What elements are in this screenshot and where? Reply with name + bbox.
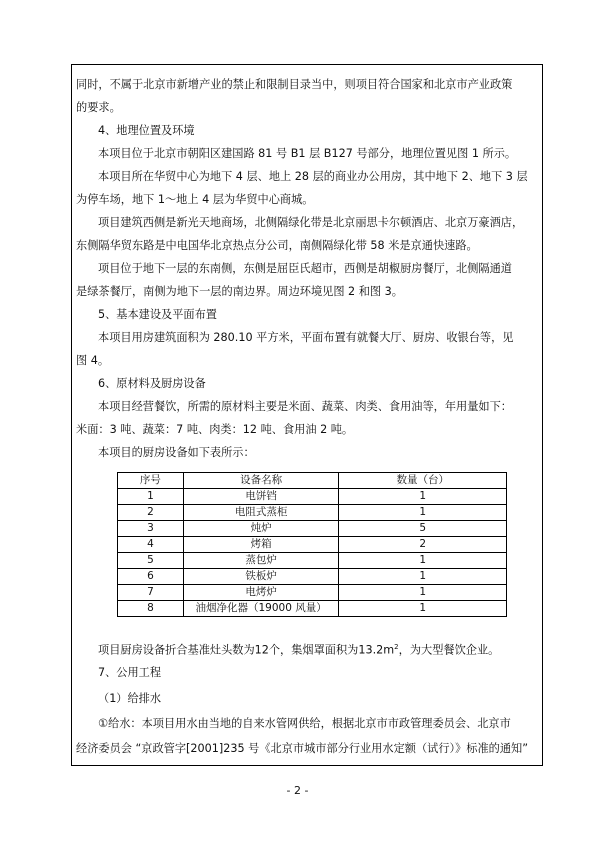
- table-row: [118, 569, 507, 585]
- table-row: [118, 505, 507, 521]
- cell-index: 2: [118, 505, 184, 521]
- paragraph-line: 项目建筑西侧是新光天地商场，北侧隔绿化带是北京丽思卡尔顿酒店、北京万豪酒店，: [98, 216, 524, 229]
- cell-quantity: 5: [339, 521, 507, 537]
- paragraph-line: 本项目所在华贸中心为地下 4 层、地上 28 层的商业办公用房，其中地下 2、地下 3 层: [98, 170, 528, 183]
- paragraph-line: 是绿茶餐厅，南侧为地下一层的南边界。周边环境见图 2 和图 3。: [76, 285, 403, 298]
- cell-index: 1: [118, 489, 184, 505]
- cell-equipment-name: 蒸包炉: [183, 553, 339, 569]
- cell-equipment-name: 铁板炉: [183, 569, 339, 585]
- page-number: - 2 -: [286, 784, 309, 797]
- cell-equipment-name: 烤箱: [183, 537, 339, 553]
- header-equipment-name: 设备名称: [183, 473, 339, 489]
- section-heading: 5、基本建设及平面布置: [98, 308, 217, 321]
- paragraph-line: 项目位于地下一层的东南侧，东侧是屈臣氏超市，西侧是胡椒厨房餐厅，北侧隔通道: [98, 262, 512, 275]
- table-header-row: [118, 473, 507, 489]
- subsection-heading: （1）给排水: [98, 692, 162, 705]
- summary-text-end: ，为大型餐饮企业。: [398, 643, 500, 657]
- cell-equipment-name: 电饼铛: [183, 489, 339, 505]
- paragraph-line: ①给水：本项目用水由当地的自来水管网供给，根据北京市市政管理委员会、北京市: [98, 717, 511, 730]
- paragraph-line: 本项目的厨房设备如下表所示：: [98, 446, 255, 459]
- cell-index: 4: [118, 537, 184, 553]
- cell-quantity: 1: [339, 601, 507, 617]
- summary-line: [98, 640, 499, 658]
- table-row: [118, 521, 507, 537]
- paragraph-line: 东侧隔华贸东路是中电国华北京热点分公司，南侧隔绿化带 58 米是京通快速路。: [76, 239, 478, 252]
- paragraph-line: 经济委员会 “京政管字[2001]235 号《北京市城市部分行业用水定额（试行）》标准的通知”: [76, 742, 529, 755]
- paragraph-line: 图 4。: [76, 354, 110, 367]
- cell-equipment-name: 电烤炉: [183, 585, 339, 601]
- paragraph-line: 为停车场，地下 1～地上 4 层为华贸中心商城。: [76, 193, 314, 206]
- cell-index: 5: [118, 553, 184, 569]
- cell-quantity: 1: [339, 505, 507, 521]
- section-heading: 4、地理位置及环境: [98, 124, 195, 137]
- paragraph-line: 的要求。: [76, 101, 121, 114]
- cell-quantity: 1: [339, 569, 507, 585]
- table-row: [118, 601, 507, 617]
- paragraph-line: 本项目位于北京市朝阳区建国路 81 号 B1 层 B127 号部分，地理位置见图 1 所示。: [98, 147, 517, 160]
- equipment-table: [117, 472, 507, 617]
- table-row: [118, 553, 507, 569]
- cell-quantity: 1: [339, 553, 507, 569]
- section-heading: 7、公用工程: [98, 666, 162, 679]
- cell-equipment-name: 炖炉: [183, 521, 339, 537]
- cell-quantity: 1: [339, 489, 507, 505]
- paragraph-line: 米面：3 吨、蔬菜：7 吨、肉类：12 吨、食用油 2 吨。: [76, 423, 354, 436]
- summary-text: 项目厨房设备折合基准灶头数为12个，集烟罩面积为13.2m: [98, 643, 395, 657]
- paragraph-line: 本项目用房建筑面积为 280.10 平方米，平面布置有就餐大厅、厨房、收银台等，见: [98, 331, 514, 344]
- section-heading: 6、原材料及厨房设备: [98, 377, 206, 390]
- cell-index: 8: [118, 601, 184, 617]
- table-row: [118, 585, 507, 601]
- cell-quantity: 1: [339, 585, 507, 601]
- paragraph-line: 本项目经营餐饮，所需的原材料主要是米面、蔬菜、肉类、食用油等，年用量如下：: [98, 400, 512, 413]
- cell-index: 6: [118, 569, 184, 585]
- header-quantity: 数量（台）: [339, 473, 507, 489]
- superscript: 2: [394, 643, 399, 651]
- cell-quantity: 2: [339, 537, 507, 553]
- table-row: [118, 537, 507, 553]
- table-row: [118, 489, 507, 505]
- cell-index: 7: [118, 585, 184, 601]
- cell-equipment-name: 电阻式蒸柜: [183, 505, 339, 521]
- cell-index: 3: [118, 521, 184, 537]
- cell-equipment-name: 油烟净化器（19000 风量）: [183, 601, 339, 617]
- header-index: 序号: [118, 473, 184, 489]
- paragraph-line: 同时，不属于北京市新增产业的禁止和限制目录当中，则项目符合国家和北京市产业政策: [76, 78, 513, 91]
